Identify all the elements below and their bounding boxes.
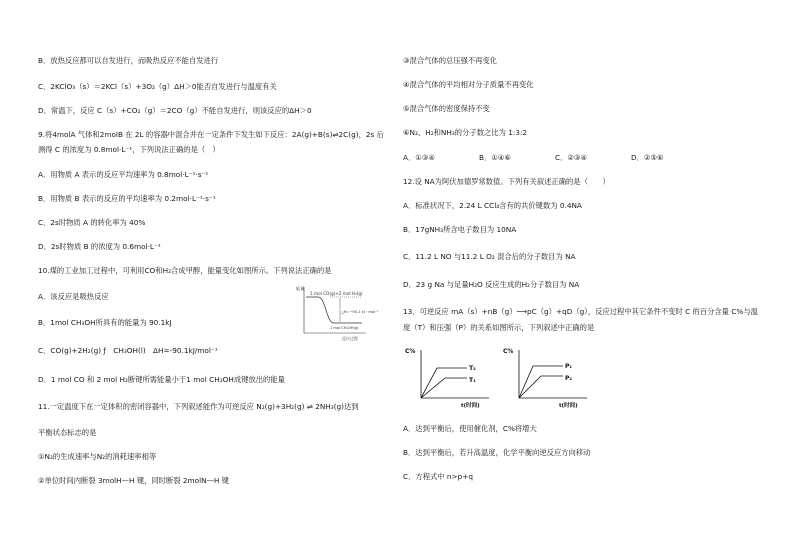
q11-item-3: ③混合气体的总压强不再变化 [403,56,498,65]
q10-energy-diagram [296,283,379,343]
q10-fig-bottom-label: 1 mol CH₃OH(g) [330,326,359,330]
q9-option-c: C．2s时物质 A 的转化率为 40% [38,218,146,227]
q11-option-d: D．②⑤⑥ [631,153,664,162]
q13-graph2-ylabel: C% [503,348,514,355]
q13-graph2-curve-upper [519,366,563,398]
q13-stem-line1: 13．可逆反应 mA（s）+nB（g）⟶pC（g）+qD（g），反应过程中其它条件不变时 C 的百分含量 C%与温 [403,307,758,316]
q12-option-b: B．17gNH₃所含电子数目为 10NA [403,225,517,234]
q11-item-4: ④混合气体的平均相对分子质量不再变化 [403,80,534,89]
q9-option-d: D．2s时物质 B 的浓度为 0.6mol·L⁻¹ [38,242,161,251]
q11-option-b: B．①④⑥ [479,153,511,162]
q12-option-a: A．标准状况下，2.24 L CCl₄含有的共价键数为 0.4NA [403,201,582,210]
q10-option-c: C．CO(g)+2H₂(g) ƒ CH₃OH(l) ΔH=-90.1kJ/mol⁻¹ [38,346,218,355]
q13-graph1-xlabel: t(时间) [461,403,480,409]
q13-graph1-upper-label: T₂ [469,365,476,372]
q13-graph1-curve-upper [421,368,467,398]
q13-option-b: B．达到平衡后，若升高温度，化学平衡向逆反应方向移动 [403,448,591,457]
q8-option-b: B．放热反应都可以自发进行，而吸热反应不能自发进行 [38,56,219,65]
q13-graph1-lower-label: T₁ [469,377,476,384]
q11-stem-line2: 平衡状态标志的是 [38,428,97,437]
q12-option-c: C．11.2 L NO 与11.2 L O₂ 混合后的分子数目为 NA [403,252,576,261]
q10-option-d: D．1 mol CO 和 2 mol H₂断键所需能量小于1 mol CH₃OH成键放出的能量 [38,375,285,384]
q11-item-5: ⑤混合气体的密度保持不变 [403,104,490,113]
q11-options-row [403,153,707,162]
q12-option-d: D．23 g Na 与足量H₂O 反应生成的H₂分子数目为 NA [403,280,580,289]
q13-stem-line2: 度（T）和压强（P）的关系如图所示，下列叙述中正确的是 [403,323,595,332]
q13-graph1-ylabel: C% [405,348,416,355]
q13-graph2-curve-lower [519,376,563,398]
q10-option-b: B．1mol CH₃OH所具有的能量为 90.1kJ [38,318,172,327]
q11-item-2: ②单位时间内断裂 3molH—H 键，同时断裂 2molN—H 键 [38,476,229,485]
q10-option-a: A．该反应是吸热反应 [38,292,109,301]
q10-stem: 10.煤的工业加工过程中，可利用CO和H₂合成甲醇，能量变化如图所示。下列说法正确的是 [38,266,332,275]
q11-option-c: C．②③④ [555,153,588,162]
q10-fig-dh-label: △H=−90.1 kJ・mol⁻¹ [341,310,379,314]
q9-option-b: B．用物质 B 表示的反应的平均速率为 0.2mol·L⁻¹·s⁻¹ [38,194,216,203]
q9-stem-line2: 测得 C 的浓度为 0.8mol·L⁻¹，下列说法正确的是（ ） [38,145,220,154]
q13-graph1-curve-lower [421,378,467,398]
q13-option-c: C．方程式中 n>p+q [403,472,474,481]
q8-option-c: C．2KClO₃（s）＝2KCl（s）+3O₂（g）ΔH＞0能否自发进行与温度有关 [38,82,277,91]
q11-item-1: ①N₂的生成速率与N₂的消耗速率相等 [38,452,157,461]
q13-graph-temperature [405,344,493,410]
q8-option-d: D．常温下，反应 C（s）+CO₂（g）＝2CO（g）不能自发进行，则该反应的ΔH＞0 [38,106,312,115]
q13-graph2-lower-label: P₂ [565,375,573,382]
q10-fig-xlabel: 反应过程 [342,336,358,341]
q13-graph2-xlabel: t(时间) [559,403,578,409]
q13-graph-pressure [503,344,591,410]
q10-fig-ylabel: 能量 [296,286,305,291]
q13-graph2-upper-label: P₁ [565,363,573,370]
q13-option-a: A．达到平衡后，使用催化剂，C%将增大 [403,424,537,433]
q11-stem-line1: 11.一定温度下在一定体积的密闭容器中，下列叙述能作为可逆反应 N₂(g)+3H₂(g) ⇌ 2NH₃(g)达到 [38,402,359,411]
q9-option-a: A．用物质 A 表示的反应平均速率为 0.8mol·L⁻¹·s⁻¹ [38,170,209,179]
q10-fig-top-label: 1 mol CO(g)+2 mol H₂(g) [310,291,363,296]
q11-option-a: A．①③④ [403,153,435,162]
q11-item-6: ⑥N₂、H₂和NH₃的分子数之比为 1:3:2 [403,128,528,137]
q9-stem-line1: 9.将4molA 气体和2molB 在 2L 的容器中混合并在一定条件下发生如下反应：2A(g)+B(s)⇌2C(g)，2s 后 [38,130,384,139]
q12-stem: 12.设 NA为阿伏加德罗常数值。下列有关叙述正确的是（ ） [403,177,610,186]
